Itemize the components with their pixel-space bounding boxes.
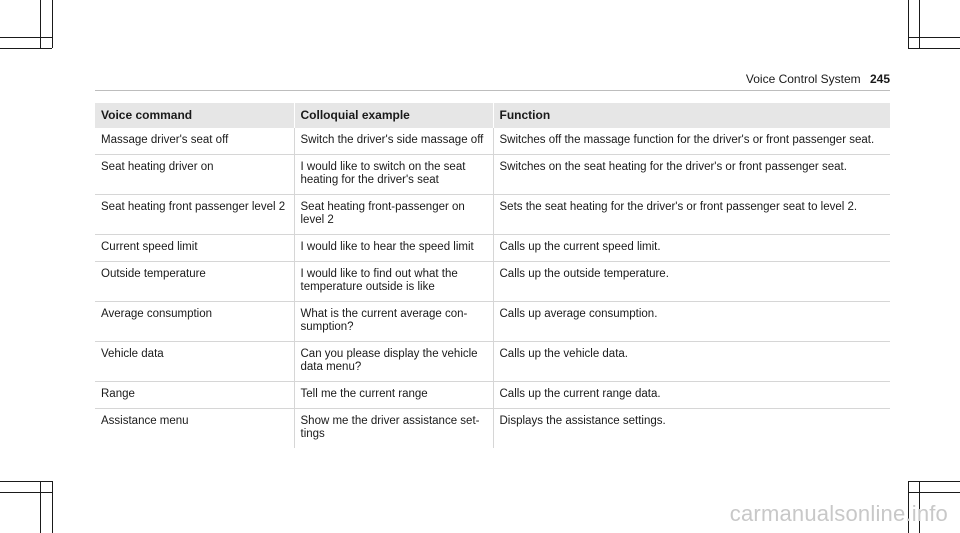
cell-function: Calls up the outside temperature. <box>493 262 890 302</box>
cell-colloquial-example: I would like to switch on the seat heating for the driver's seat <box>294 155 493 195</box>
table-row <box>95 382 890 409</box>
cell-colloquial-example: Switch the driver's side massage off <box>294 128 493 155</box>
header-rule <box>95 90 890 91</box>
crop-mark <box>908 37 960 38</box>
cell-voice-command: Assistance menu <box>95 409 294 449</box>
table-row <box>95 409 890 449</box>
cell-function: Calls up the current range data. <box>493 382 890 409</box>
cell-colloquial-example: What is the current average con-sumption? <box>294 302 493 342</box>
voice-command-table <box>95 103 890 448</box>
table-row <box>95 155 890 195</box>
cell-voice-command: Seat heating front passenger level 2 <box>95 195 294 235</box>
cell-colloquial-example: Seat heating front-passenger on level 2 <box>294 195 493 235</box>
header-voice-command: Voice command <box>95 103 294 128</box>
cell-function: Switches on the seat heating for the driver's or front passenger seat. <box>493 155 890 195</box>
table-header-row <box>95 103 890 128</box>
page-header <box>746 72 890 86</box>
header-function: Function <box>493 103 890 128</box>
crop-mark <box>40 0 41 48</box>
cell-voice-command: Average consumption <box>95 302 294 342</box>
crop-mark <box>52 0 53 48</box>
crop-mark <box>908 0 909 48</box>
crop-mark <box>908 481 960 482</box>
table-row <box>95 262 890 302</box>
crop-mark <box>0 48 52 49</box>
table-row <box>95 342 890 382</box>
cell-colloquial-example: Can you please display the vehicle data menu? <box>294 342 493 382</box>
cell-colloquial-example: Tell me the current range <box>294 382 493 409</box>
cell-function: Calls up average consumption. <box>493 302 890 342</box>
crop-mark <box>0 37 52 38</box>
cell-voice-command: Seat heating driver on <box>95 155 294 195</box>
cell-colloquial-example: Show me the driver assistance set-tings <box>294 409 493 449</box>
table-row <box>95 235 890 262</box>
crop-mark <box>908 48 960 49</box>
cell-function: Calls up the vehicle data. <box>493 342 890 382</box>
page-number: 245 <box>869 72 890 86</box>
crop-mark <box>919 0 920 48</box>
table-row <box>95 195 890 235</box>
page-header-title: Voice Control System <box>745 72 861 86</box>
crop-mark <box>0 481 52 482</box>
cell-voice-command: Massage driver's seat off <box>101 134 229 146</box>
cell-function: Calls up the current speed limit. <box>493 235 890 262</box>
cell-voice-command: Current speed limit <box>95 235 294 262</box>
cell-function: Displays the assistance settings. <box>493 409 890 449</box>
cell-voice-command: Range <box>95 382 294 409</box>
cell-colloquial-example: I would like to hear the speed limit <box>294 235 493 262</box>
cell-voice-command: Vehicle data <box>95 342 294 382</box>
cell-voice-command: Outside temperature <box>95 262 294 302</box>
crop-mark <box>0 492 52 493</box>
crop-mark <box>908 492 960 493</box>
crop-mark <box>52 481 53 533</box>
watermark-text: carmanualsonline.info <box>729 501 948 526</box>
crop-mark <box>40 481 41 533</box>
cell-function: Switches off the massage function for the driver's or front passenger seat. <box>493 128 890 155</box>
table-row <box>95 302 890 342</box>
table-row <box>95 128 890 155</box>
header-colloquial-example: Colloquial example <box>294 103 493 128</box>
cell-function: Sets the seat heating for the driver's or front passenger seat to level 2. <box>493 195 890 235</box>
cell-colloquial-example: I would like to find out what the temperature outside is like <box>294 262 493 302</box>
